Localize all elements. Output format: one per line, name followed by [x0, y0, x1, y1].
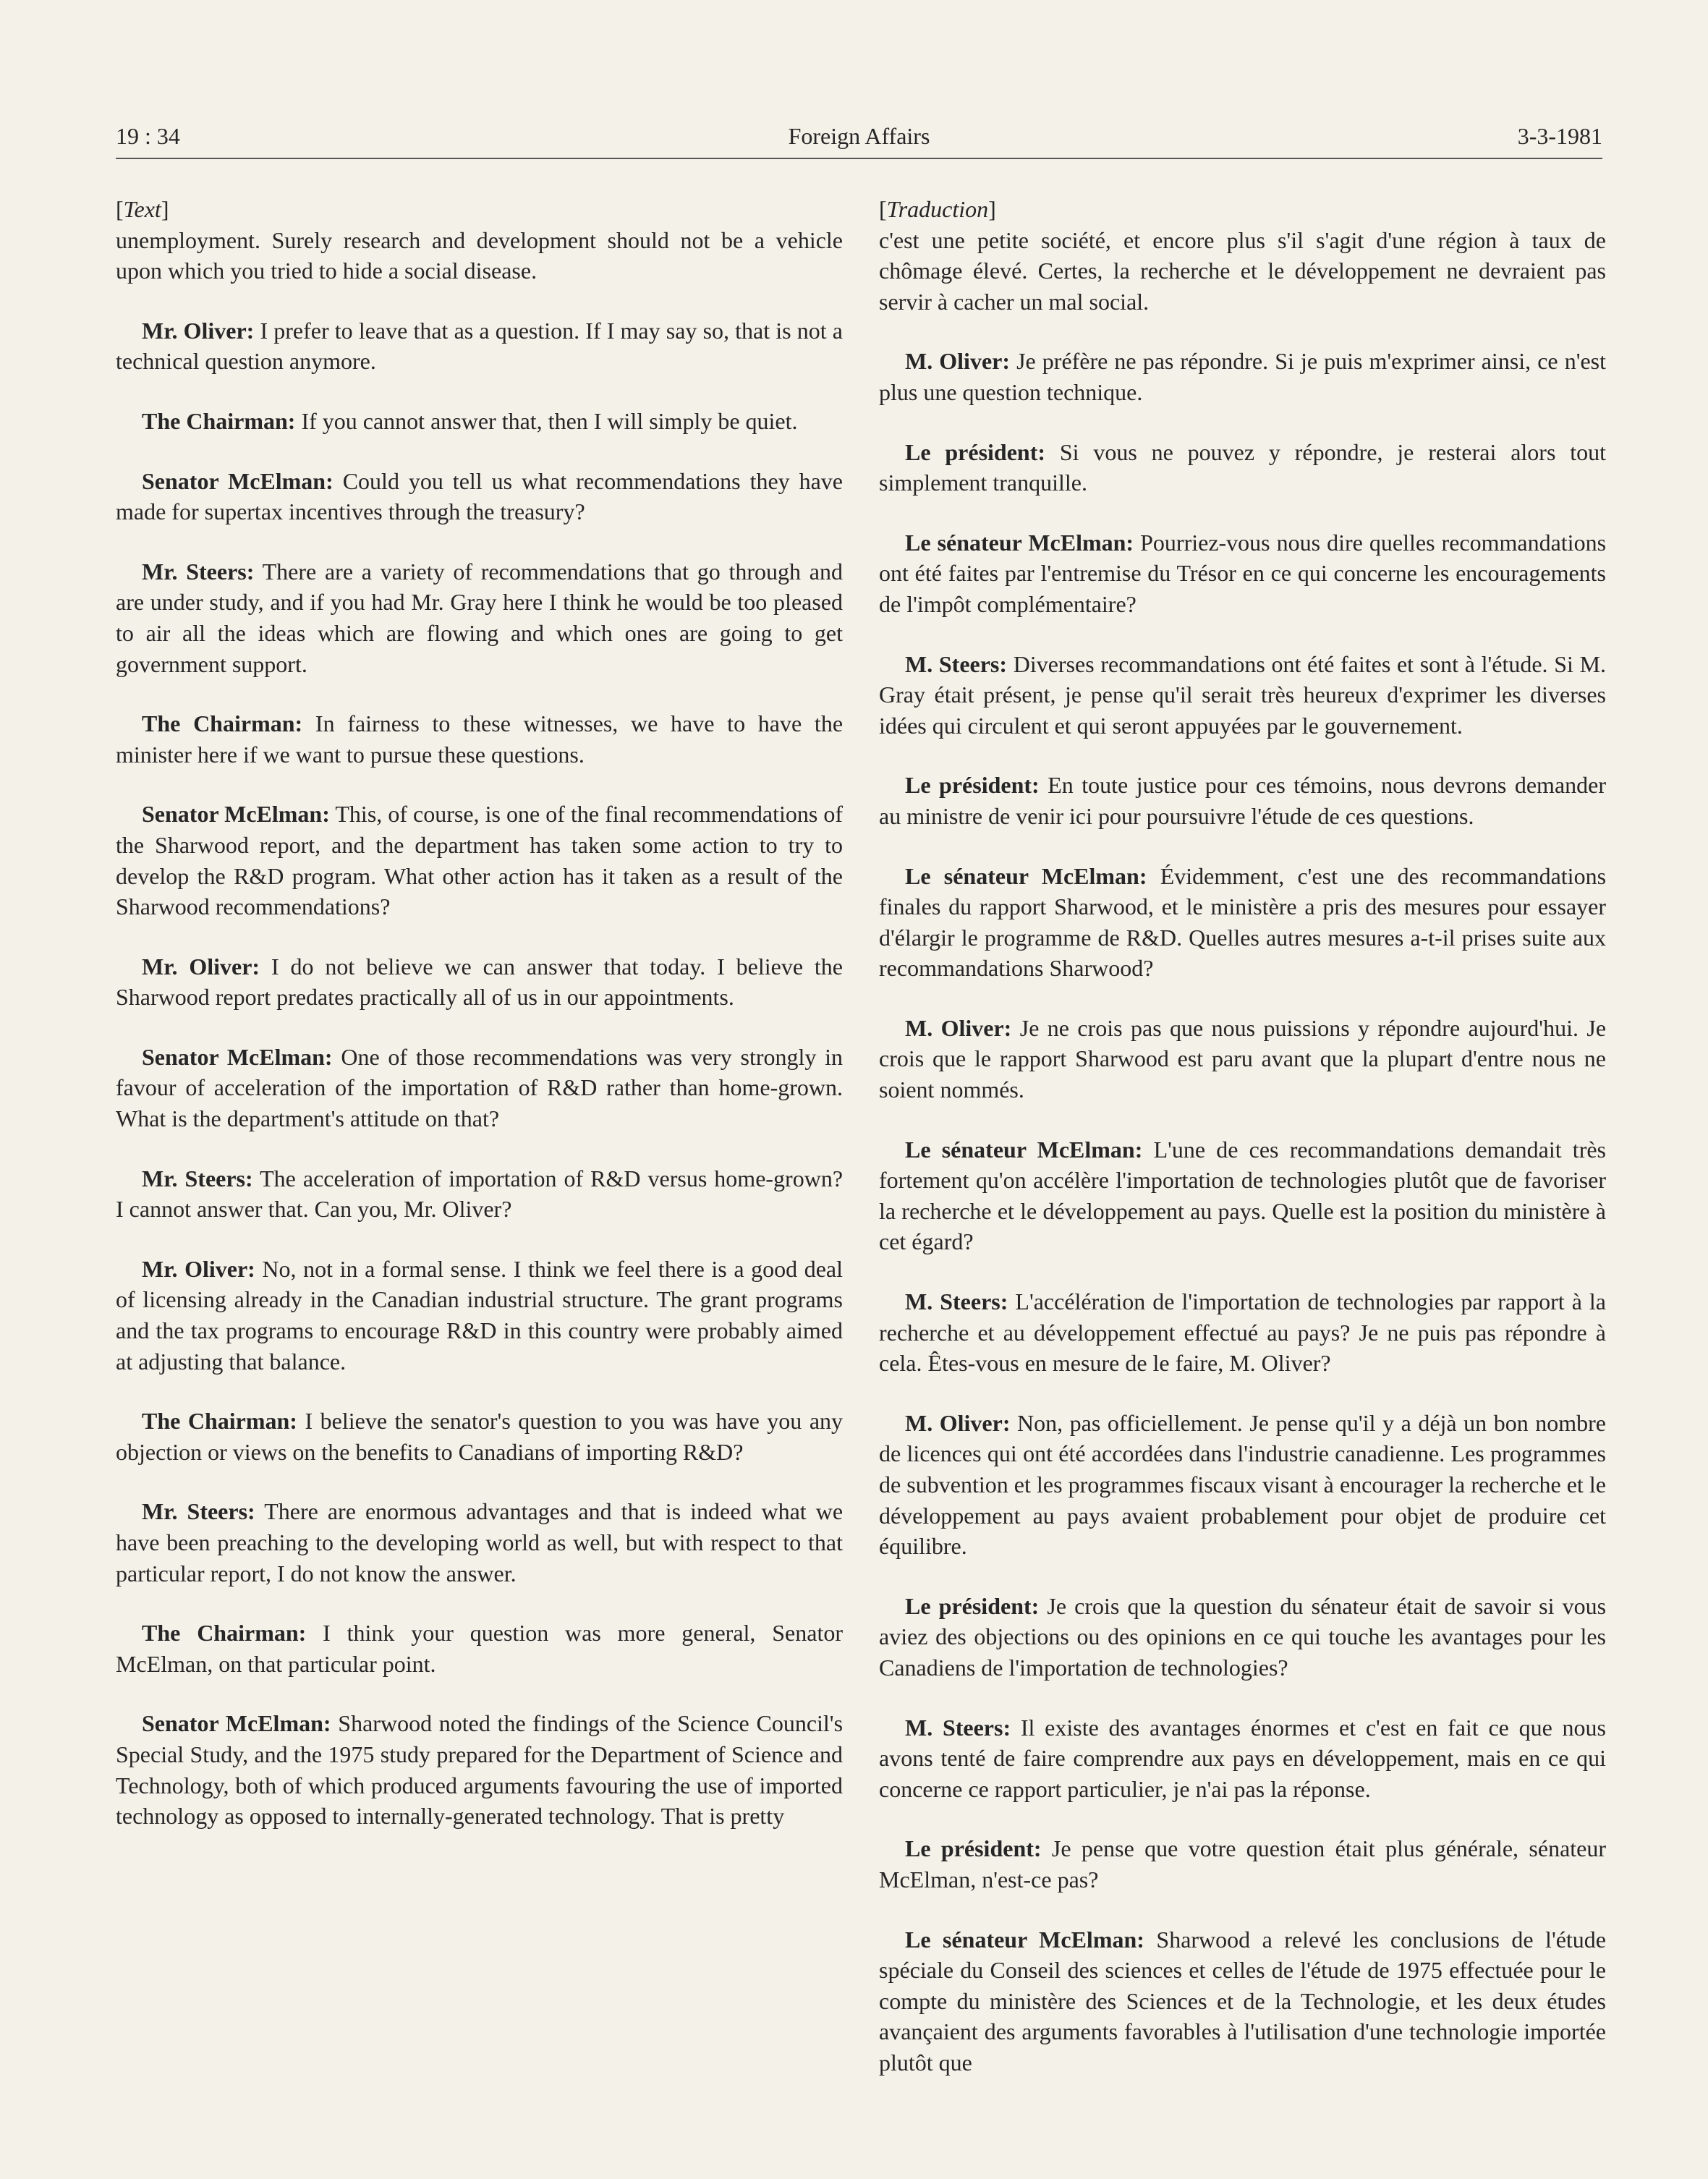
speech-paragraph: [116, 799, 843, 922]
speech-paragraph: [879, 1591, 1606, 1683]
page-number: 19 : 34: [116, 123, 180, 149]
speech-text: I think your question was more general, Senator McElman, on that particular point.: [116, 1620, 843, 1677]
speaker-name: The Chairman:: [142, 1620, 307, 1647]
speech-paragraph: [879, 346, 1606, 407]
speech-text: L'une de ces recommandations demandait très fortement qu'on accélère l'importation de technologies plutôt que de favoriser la recherche et le développement au pays. Quelle est la position du ministère à cet égard?: [879, 1136, 1607, 1255]
speaker-name: The Chairman:: [142, 710, 303, 737]
speaker-name: Le sénateur McElman:: [905, 862, 1147, 889]
publication-title: Foreign Affairs: [788, 123, 930, 149]
speaker-name: M. Oliver:: [905, 1014, 1012, 1041]
speech-text: En toute justice pour ces témoins, nous devrons demander au ministre de venir ici pour poursuivre l'étude de ces questions.: [879, 772, 1607, 829]
speech-paragraph: [879, 1712, 1606, 1805]
speech-paragraph: [879, 437, 1606, 498]
speech-paragraph: [116, 1708, 843, 1831]
speaker-name: M. Steers:: [905, 1288, 1008, 1315]
speaker-name: Le président:: [905, 1835, 1042, 1862]
english-column: [116, 194, 843, 1832]
speech-text: Je pense que votre question était plus générale, sénateur McElman, n'est-ce pas?: [879, 1835, 1607, 1893]
speech-paragraph: [879, 1286, 1606, 1379]
speaker-name: Senator McElman:: [142, 801, 330, 828]
speech-paragraph: [879, 1134, 1606, 1257]
speech-text: Si vous ne pouvez y répondre, je resterai alors tout simplement tranquille.: [879, 438, 1607, 496]
speaker-name: M. Steers:: [905, 650, 1008, 677]
speech-text: One of those recommendations was very strongly in favour of acceleration of the importation of R&D rather than home-grown. What is the department's attitude on that?: [116, 1043, 844, 1132]
speech-paragraph: [116, 315, 843, 377]
sitting-date: 3-3-1981: [1517, 123, 1602, 149]
speech-text: There are a variety of recommendations that go through and are under study, and if you had Mr. Gray here I think he would be too pleased to air all the ideas which are flowing and which ones are going to get government support.: [116, 558, 844, 677]
speech-text: If you cannot answer that, then I will simply be quiet.: [301, 407, 798, 434]
speaker-name: M. Oliver:: [905, 1409, 1011, 1436]
speech-text: Il existe des avantages énormes et c'est en fait ce que nous avons tenté de faire comprendre aux pays en développement, mais en ce qui concerne ce rapport particulier, je n'ai pas la réponse.: [879, 1714, 1607, 1802]
speech-paragraph: [116, 951, 843, 1013]
speaker-name: The Chairman:: [142, 1408, 297, 1435]
speech-paragraph: [116, 1042, 843, 1134]
speaker-name: Le sénateur McElman:: [905, 1926, 1144, 1953]
speech-text: Je crois que la question du sénateur était de savoir si vous aviez des objections ou des opinions en ce qui touche les avantages pour les Canadiens de l'importation de technologies?: [879, 1592, 1607, 1681]
speech-text: Could you tell us what recommendations they have made for supertax incentives through the treasury?: [116, 467, 844, 525]
speech-text: The acceleration of importation of R&D versus home-grown? I cannot answer that. Can you, Mr. Oliver?: [116, 1165, 844, 1223]
speech-paragraph: [116, 1496, 843, 1589]
language-tag: [Text]: [116, 196, 169, 222]
speaker-name: M. Oliver:: [905, 348, 1010, 375]
speech-text: This, of course, is one of the final recommendations of the Sharwood report, and the department has taken some action to try to develop the R&D program. What other action has it taken as a result of the Sharwood recommendations?: [116, 801, 844, 920]
speaker-name: Le président:: [905, 772, 1040, 799]
speech-paragraph: [116, 556, 843, 679]
speaker-name: Senator McElman:: [142, 1043, 333, 1070]
speech-paragraph: [879, 861, 1606, 984]
speech-text: Pourriez-vous nous dire quelles recommandations ont été faites par l'entremise du Trésor en ce qui concerne les encouragements de l'impôt complémentaire?: [879, 529, 1607, 617]
speech-paragraph: [879, 1924, 1606, 2078]
speech-text: Non, pas officiellement. Je pense qu'il y a déjà un bon nombre de licences qui ont été accordées dans l'industrie canadienne. Les programmes de subvention et les programmes fiscaux visant à encourager la recherche et le développement au pays avaient probablement pour objet de produire cet équilibre.: [879, 1409, 1607, 1560]
speech-paragraph: [116, 406, 843, 437]
page-header: [116, 123, 1602, 159]
speech-text: In fairness to these witnesses, we have to have the minister here if we want to pursue these questions.: [116, 710, 844, 768]
speaker-name: Mr. Oliver:: [142, 1255, 255, 1282]
speech-paragraph: [116, 1254, 843, 1377]
speaker-name: Senator McElman:: [142, 467, 333, 494]
speech-paragraph: [879, 1013, 1606, 1105]
speech-paragraph: [116, 1618, 843, 1679]
speech-paragraph: [879, 770, 1606, 831]
speech-paragraph: [116, 1163, 843, 1225]
speaker-name: M. Steers:: [905, 1714, 1011, 1741]
speech-list: [879, 346, 1606, 2078]
speech-paragraph: [879, 1408, 1606, 1562]
speech-paragraph: [879, 1833, 1606, 1895]
speaker-name: Mr. Steers:: [142, 1165, 253, 1192]
speech-text: Je ne crois pas que nous puissions y répondre aujourd'hui. Je crois que le rapport Sharwood est paru avant que la plupart d'entre nous ne soient nommés.: [879, 1014, 1607, 1103]
speech-paragraph: [116, 1406, 843, 1467]
speaker-name: Senator McElman:: [142, 1710, 331, 1737]
language-tag: [Traduction]: [879, 196, 996, 222]
speech-paragraph: [116, 708, 843, 770]
speech-text: Je préfère ne pas répondre. Si je puis m'exprimer ainsi, ce n'est plus une question technique.: [879, 348, 1606, 405]
speaker-name: Mr. Oliver:: [142, 953, 260, 980]
french-column: [879, 194, 1606, 2078]
speaker-name: Le président:: [905, 438, 1046, 465]
speaker-name: Le sénateur McElman:: [905, 1136, 1143, 1163]
speech-paragraph: [879, 649, 1606, 742]
speaker-name: Mr. Oliver:: [142, 317, 255, 344]
speech-text: I do not believe we can answer that today. I believe the Sharwood report predates practically all of us in our appointments.: [116, 953, 843, 1011]
speaker-name: Le sénateur McElman:: [905, 529, 1134, 556]
speech-paragraph: [879, 527, 1606, 620]
speech-text: There are enormous advantages and that is indeed what we have been preaching to the developing world as well, but with respect to that particular report, I do not know the answer.: [116, 1498, 844, 1587]
speaker-name: Mr. Steers:: [142, 558, 255, 585]
speech-text: I believe the senator's question to you was have you any objection or views on the benefits to Canadians of importing R&D?: [116, 1408, 844, 1465]
continued-text: unemployment. Surely research and development should not be a vehicle upon which you tried to hide a social disease.: [116, 226, 843, 284]
speech-text: I prefer to leave that as a question. If I may say so, that is not a technical question anymore.: [116, 317, 844, 375]
speech-text: Sharwood a relevé les conclusions de l'étude spéciale du Conseil des sciences et celles de l'étude de 1975 effectuée pour le compte du ministère des Sciences et de la Technologie, et les deux études avançaient des arguments favorables à l'utilisation d'une technologie importée plutôt que: [879, 1926, 1607, 2076]
speech-paragraph: [116, 466, 843, 527]
speech-text: Sharwood noted the findings of the Science Council's Special Study, and the 1975 study prepared for the Department of Science and Technology, both of which produced arguments favouring the use of imported technology as opposed to internally-generated technology. That is pretty: [116, 1710, 844, 1830]
continued-text: c'est une petite société, et encore plus s'il s'agit d'une région à taux de chômage élevé. Certes, la recherche et le développement ne devraient pas servir à cacher un mal social.: [879, 226, 1606, 315]
speech-text: No, not in a formal sense. I think we feel there is a good deal of licensing already in the Canadian industrial structure. The grant programs and the tax programs to encourage R&D in this country were probably aimed at adjusting that balance.: [116, 1255, 844, 1375]
speaker-name: Le président:: [905, 1592, 1040, 1619]
speech-text: Diverses recommandations ont été faites et sont à l'étude. Si M. Gray était présent, je pense qu'il serait très heureux d'exprimer les diverses idées qui circulent et qui seront appuyées par le gouvernement.: [879, 650, 1607, 739]
speech-list: [116, 315, 843, 1832]
speaker-name: Mr. Steers:: [142, 1498, 255, 1525]
speech-text: L'accélération de l'importation de technologies par rapport à la recherche et au développement effectué au pays? Je ne puis pas répondre à cela. Êtes-vous en mesure de le faire, M. Oliver?: [879, 1288, 1607, 1377]
header-rule: [116, 158, 1602, 159]
speech-text: Évidemment, c'est une des recommandations finales du rapport Sharwood, et le ministère a pris des mesures pour essayer d'élargir le programme de R&D. Quelles autres mesures a-t-il prises suite aux recommandations Sharwood?: [879, 862, 1607, 982]
speaker-name: The Chairman:: [142, 407, 296, 434]
